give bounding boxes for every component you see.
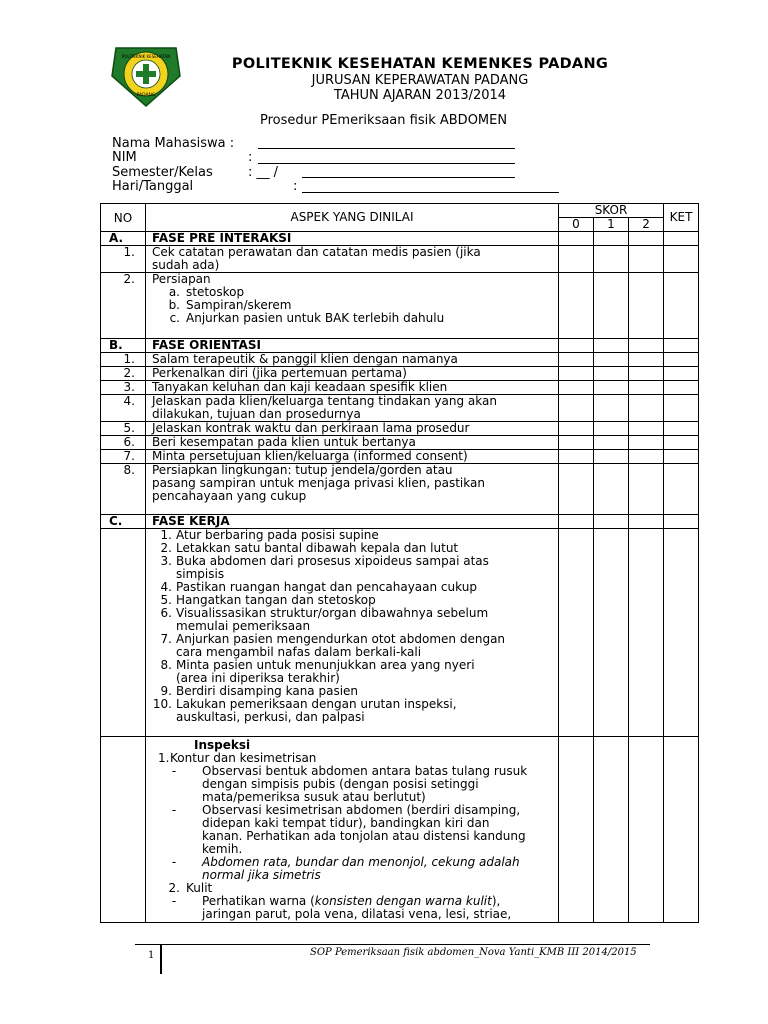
score-cell[interactable] <box>559 367 594 381</box>
table-row <box>101 737 699 923</box>
table-row <box>101 529 699 737</box>
score-cell[interactable] <box>594 529 629 737</box>
ket-cell[interactable] <box>664 381 699 395</box>
score-cell[interactable] <box>594 395 629 422</box>
header-ket: KET <box>664 204 699 232</box>
score-cell[interactable] <box>629 422 664 436</box>
score-cell[interactable] <box>629 529 664 737</box>
score-cell[interactable] <box>629 464 664 515</box>
row-text: Jelaskan kontrak waktu dan perkiraan lama prosedur <box>146 422 559 436</box>
section-b-title: FASE ORIENTASI <box>146 339 559 353</box>
score-cell[interactable] <box>629 395 664 422</box>
table-row <box>101 273 699 339</box>
academic-year: TAHUN AJARAN 2013/2014 <box>333 88 507 103</box>
score-cell[interactable] <box>594 381 629 395</box>
row-text: Cek catatan perawatan dan catatan medis pasien (jika sudah ada) <box>146 246 559 273</box>
field-hari-label: Hari/Tanggal <box>112 179 194 194</box>
score-cell[interactable] <box>629 381 664 395</box>
header-aspek: ASPEK YANG DINILAI <box>146 204 559 232</box>
header-skor: SKOR <box>559 204 664 218</box>
score-cell[interactable] <box>629 353 664 367</box>
row-text: Tanyakan keluhan dan kaji keadaan spesifik klien <box>146 381 559 395</box>
field-semester-label: Semester/Kelas <box>112 165 213 180</box>
ket-cell[interactable] <box>664 529 699 737</box>
table-row <box>101 436 699 450</box>
score-cell[interactable] <box>594 367 629 381</box>
table-row <box>101 367 699 381</box>
row-no: 5. <box>101 422 146 436</box>
document-title: Prosedur PEmeriksaan fisik ABDOMEN <box>260 113 508 128</box>
footer-divider <box>135 944 650 945</box>
table-row <box>101 246 699 273</box>
table-row <box>101 450 699 464</box>
field-hari-colon: : <box>293 179 298 194</box>
header-score-0: 0 <box>559 218 594 232</box>
field-nim-label: NIM <box>112 150 137 165</box>
score-cell[interactable] <box>559 353 594 367</box>
score-cell[interactable] <box>559 737 594 923</box>
field-nama-line[interactable] <box>258 148 515 149</box>
field-nim-line[interactable] <box>258 163 515 164</box>
field-semester-line[interactable] <box>302 177 515 178</box>
ket-cell[interactable] <box>664 353 699 367</box>
score-cell[interactable] <box>559 450 594 464</box>
score-cell[interactable] <box>629 436 664 450</box>
field-semester-colon: : __ / <box>248 165 279 180</box>
score-cell[interactable] <box>559 422 594 436</box>
ket-cell[interactable] <box>664 422 699 436</box>
score-cell[interactable] <box>594 436 629 450</box>
row-no: 7. <box>101 450 146 464</box>
row-text: Jelaskan pada klien/keluarga tentang tindakan yang akan dilakukan, tujuan dan prosedurnya <box>146 395 559 422</box>
score-cell[interactable] <box>594 450 629 464</box>
section-row <box>101 232 699 246</box>
score-cell[interactable] <box>559 464 594 515</box>
ket-cell[interactable] <box>664 737 699 923</box>
row-no: 2. <box>101 273 146 339</box>
ket-cell[interactable] <box>664 450 699 464</box>
inspeksi-block: Inspeksi 1. Kontur dan kesimetrisan - Observasi bentuk abdomen antara batas tulang rusuk dengan simpisis pubis (dengan posisi setinggi mata/pemeriksa susuk atau berlutut) - Observasi kesimetrisan abdomen (berdiri disamping, didepan kaki tempat tidur), bandingkan kiri dan kanan. Perhatikan ada tonjolan atau distensi kandung kemih. - Abdomen rata, bundar dan menonjol, cekung adalah normal jika simetris 2. Kulit - Perhatikan warna (konsisten dengan warna kulit), jaringan parut, pola vena, dilatasi vena, lesi, striae, <box>146 737 559 923</box>
score-cell[interactable] <box>594 353 629 367</box>
row-no: 2. <box>101 367 146 381</box>
table-header-row <box>101 204 699 218</box>
table-row <box>101 353 699 367</box>
row-no: 6. <box>101 436 146 450</box>
table-row <box>101 395 699 422</box>
ket-cell[interactable] <box>664 246 699 273</box>
ket-cell[interactable] <box>664 436 699 450</box>
score-cell[interactable] <box>559 246 594 273</box>
score-cell[interactable] <box>629 273 664 339</box>
field-hari-line[interactable] <box>302 192 559 193</box>
department-name: JURUSAN KEPERAWATAN PADANG <box>311 73 529 88</box>
row-no: 8. <box>101 464 146 515</box>
ket-cell[interactable] <box>664 395 699 422</box>
header-score-2: 2 <box>629 218 664 232</box>
score-cell[interactable] <box>559 395 594 422</box>
field-nama-label: Nama Mahasiswa : <box>112 136 235 151</box>
score-cell[interactable] <box>629 367 664 381</box>
row-no: 1. <box>101 246 146 273</box>
institution-name: POLITEKNIK KESEHATAN KEMENKES PADANG <box>231 56 609 72</box>
row-text: Salam terapeutik & panggil klien dengan namanya <box>146 353 559 367</box>
row-text: Perkenalkan diri (jika pertemuan pertama) <box>146 367 559 381</box>
score-cell[interactable] <box>594 464 629 515</box>
row-text: Beri kesempatan pada klien untuk bertanya <box>146 436 559 450</box>
row-text: Persiapkan lingkungan: tutup jendela/gorden atau pasang sampiran untuk menjaga privasi klien, pastikan pencahayaan yang cukup <box>146 464 559 515</box>
score-cell[interactable] <box>629 737 664 923</box>
header-no: NO <box>101 204 146 232</box>
row-text: Minta persetujuan klien/keluarga (informed consent) <box>146 450 559 464</box>
score-cell[interactable] <box>594 273 629 339</box>
section-row <box>101 515 699 529</box>
assessment-table <box>100 203 699 923</box>
table-row <box>101 381 699 395</box>
row-no: 4. <box>101 395 146 422</box>
score-cell[interactable] <box>594 422 629 436</box>
score-cell[interactable] <box>559 436 594 450</box>
section-row <box>101 339 699 353</box>
field-nim-colon: : <box>248 150 253 165</box>
logo-bottom-text: PADANG <box>136 93 156 98</box>
score-cell[interactable] <box>594 737 629 923</box>
ket-cell[interactable] <box>664 273 699 339</box>
score-cell[interactable] <box>559 273 594 339</box>
logo-ring-text: POLITEKNIK KESEHATAN <box>121 54 171 59</box>
row-text: Persiapan a. stetoskop b. Sampiran/skerem c. Anjurkan pasien untuk BAK terlebih dahulu <box>146 273 559 339</box>
institution-logo <box>110 44 182 108</box>
score-cell[interactable] <box>559 529 594 737</box>
inspeksi-title: Inspeksi <box>194 738 251 752</box>
section-a-title: FASE PRE INTERAKSI <box>146 232 559 246</box>
score-cell[interactable] <box>559 381 594 395</box>
section-a-no: A. <box>101 232 146 246</box>
section-c-title: FASE KERJA <box>146 515 559 529</box>
section-b-no: B. <box>101 339 146 353</box>
score-cell[interactable] <box>594 246 629 273</box>
kerja-steps: 1. Atur berbaring pada posisi supine 2. Letakkan satu bantal dibawah kepala dan lutut 3. Buka abdomen dari prosesus xipoideus sampai atas simpisis 4. Pastikan ruangan hangat dan pencahayaan cukup 5. Hangatkan tangan dan stetoskop 6. Visualissasikan struktur/organ dibawahnya sebelum memulai pemeriksaan 7. Anjurkan pasien mengendurkan otot abdomen dengan cara mengambil nafas dalam berkali-kali 8. Minta pasien untuk menunjukkan area yang nyeri (area ini diperiksa terakhir) 9. Berdiri disamping kana pasien 10. Lakukan pemeriksaan dengan urutan inspeksi, auskultasi, perkusi, dan palpasi <box>146 529 559 737</box>
table-row <box>101 422 699 436</box>
section-c-no: C. <box>101 515 146 529</box>
ket-cell[interactable] <box>664 464 699 515</box>
score-cell[interactable] <box>629 246 664 273</box>
table-row <box>101 464 699 515</box>
row-no: 3. <box>101 381 146 395</box>
header-score-1: 1 <box>594 218 629 232</box>
page-number: 1 <box>148 950 155 961</box>
row-no: 1. <box>101 353 146 367</box>
row-no <box>101 737 146 923</box>
score-cell[interactable] <box>629 450 664 464</box>
ket-cell[interactable] <box>664 367 699 381</box>
footer-caption: SOP Pemeriksaan fisik abdomen_Nova Yanti_KMB III 2014/2015 <box>310 947 637 958</box>
footer-vertical-bar <box>160 944 162 974</box>
row-no <box>101 529 146 737</box>
